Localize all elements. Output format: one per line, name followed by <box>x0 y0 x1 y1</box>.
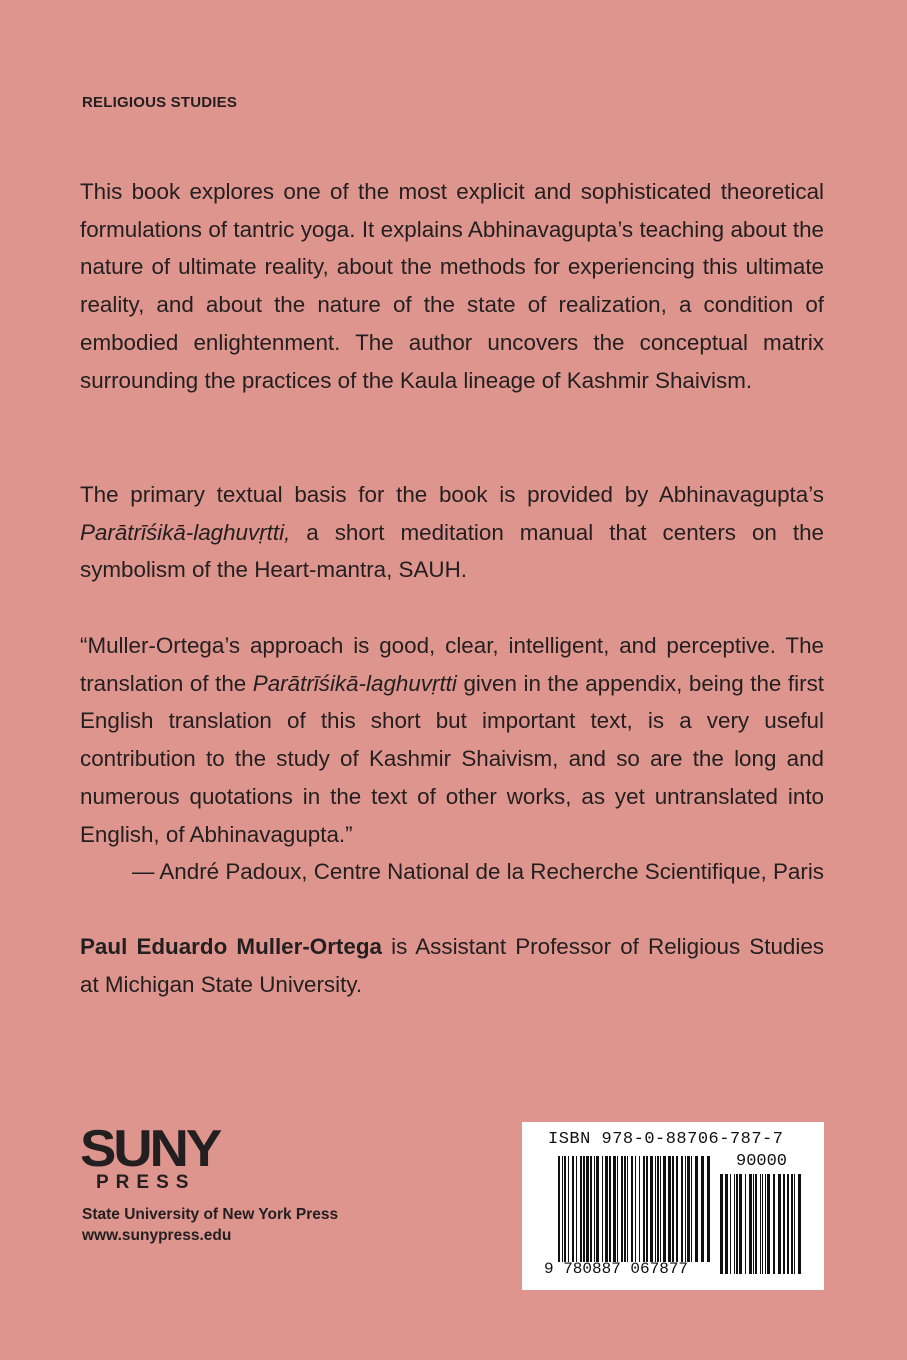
category-label: RELIGIOUS STUDIES <box>82 94 238 111</box>
ean-bar <box>609 1156 611 1262</box>
ean-bar <box>663 1156 666 1262</box>
addon-bar <box>767 1174 770 1274</box>
isbn-barcode <box>522 1122 824 1290</box>
publisher-name: State University of New York Press <box>82 1206 339 1223</box>
ean-bar <box>568 1156 569 1262</box>
ean-bar <box>687 1156 690 1262</box>
p2-book-title: Parātrīśikā-laghuvṛtti, <box>80 519 291 545</box>
ean-bar <box>564 1156 566 1262</box>
isbn-number: ISBN 978-0-88706-787-7 <box>548 1130 784 1149</box>
author-name: Paul Eduardo Muller-Ortega <box>80 934 382 959</box>
ean-bar <box>580 1156 582 1262</box>
quote-attribution: — André Padoux, Centre National de la Recherche Scientifique, Paris <box>131 859 824 885</box>
ean-bar <box>621 1156 623 1262</box>
addon-bar <box>783 1174 785 1274</box>
description-paragraph-1: This book explores one of the most explicit and sophisticated theoretical formulations of tantric yoga. It explains Abhinavagupta’s teaching about the nature of ultimate reality, about the methods for experiencing this ultimate reality, and about the nature of the state of realization, a condition of embodied enlightenment. The author uncovers the conceptual matrix surrounding the practices of the Kaula lineage of Kashmir Shaivism. <box>80 179 824 393</box>
ean-bar <box>562 1156 563 1262</box>
ean-bar <box>586 1156 589 1262</box>
publisher-info <box>82 1204 338 1246</box>
addon-bar <box>753 1174 754 1274</box>
ean-bar <box>576 1156 577 1262</box>
ean-bar <box>613 1156 616 1262</box>
ean-bar <box>617 1156 618 1262</box>
publisher-website[interactable]: www.sunypress.edu <box>82 1227 232 1244</box>
ean-bar <box>627 1156 628 1262</box>
addon-bar <box>749 1174 752 1274</box>
addon-bar <box>791 1174 793 1274</box>
ean-bar <box>681 1156 683 1262</box>
ean-bar <box>631 1156 633 1262</box>
p2-text-before: The primary textual basis for the book is provided by Abhinavagupta’s <box>80 482 824 507</box>
suny-press-logo <box>80 1120 220 1193</box>
ean-bar <box>691 1156 692 1262</box>
addon-bar <box>739 1174 742 1274</box>
addon-bar <box>787 1174 789 1274</box>
ean-bar <box>583 1156 585 1262</box>
addon-bar <box>798 1174 801 1274</box>
ean-bar <box>639 1156 640 1262</box>
ean-bar <box>707 1156 710 1262</box>
description-paragraph-2 <box>80 476 824 589</box>
quote-text-after: given in the appendix, being the first English translation of this short but important text, is a very useful contribution to the study of Kashmir Shaivism, and so are the long and numerous quotations in the text of other works, as yet untranslated into English, of Abhinavagupta.” <box>80 670 824 847</box>
price-code: 90000 <box>736 1152 788 1171</box>
addon-bar <box>765 1174 766 1274</box>
ean-bar <box>590 1156 592 1262</box>
ean-bar <box>655 1156 656 1262</box>
ean-bar <box>668 1156 671 1262</box>
ean-bar <box>672 1156 674 1262</box>
addon-bar <box>725 1174 728 1274</box>
ean-bar <box>572 1156 574 1262</box>
addon-bar <box>794 1174 795 1274</box>
addon-bar <box>745 1174 746 1274</box>
addon-bar <box>755 1174 757 1274</box>
ean-bar <box>676 1156 678 1262</box>
addon-bar <box>762 1174 763 1274</box>
ean-bar <box>660 1156 661 1262</box>
ean-bar <box>635 1156 636 1262</box>
suny-logo-main: SUNY <box>80 1120 220 1178</box>
ean-number: 9 780887 067877 <box>544 1260 689 1278</box>
review-quote <box>80 627 824 891</box>
addon-bar <box>760 1174 761 1274</box>
ean-bar <box>650 1156 653 1262</box>
ean-bar <box>624 1156 626 1262</box>
ean-bar <box>596 1156 599 1262</box>
ean-bar <box>594 1156 595 1262</box>
addon-bar <box>736 1174 738 1274</box>
p2-text-after: a short meditation manual that centers on the symbolism of the Heart-mantra, SAUH. <box>80 519 824 583</box>
ean-bar <box>558 1156 560 1262</box>
author-bio <box>80 928 824 1003</box>
ean-bar <box>605 1156 608 1262</box>
ean-bar <box>701 1156 704 1262</box>
addon-bar <box>773 1174 775 1274</box>
addon-bar <box>734 1174 735 1274</box>
ean-bar <box>685 1156 686 1262</box>
addon-bar <box>730 1174 731 1274</box>
suny-logo-sub: PRESS <box>96 1172 196 1193</box>
quote-text-before: “Muller-Ortega’s approach is good, clear, intelligent, and perceptive. The translation of the <box>80 633 824 696</box>
ean-bar <box>646 1156 648 1262</box>
addon-bar <box>778 1174 781 1274</box>
ean-bar <box>695 1156 698 1262</box>
author-bio-text: is Assistant Professor of Religious Studies at Michigan State University. <box>80 934 824 997</box>
ean-bar <box>602 1156 603 1262</box>
addon-bar <box>720 1174 723 1274</box>
quote-book-title: Parātrīśikā-laghuvṛtti <box>252 670 457 696</box>
ean-bar <box>643 1156 645 1262</box>
ean-bar <box>657 1156 659 1262</box>
